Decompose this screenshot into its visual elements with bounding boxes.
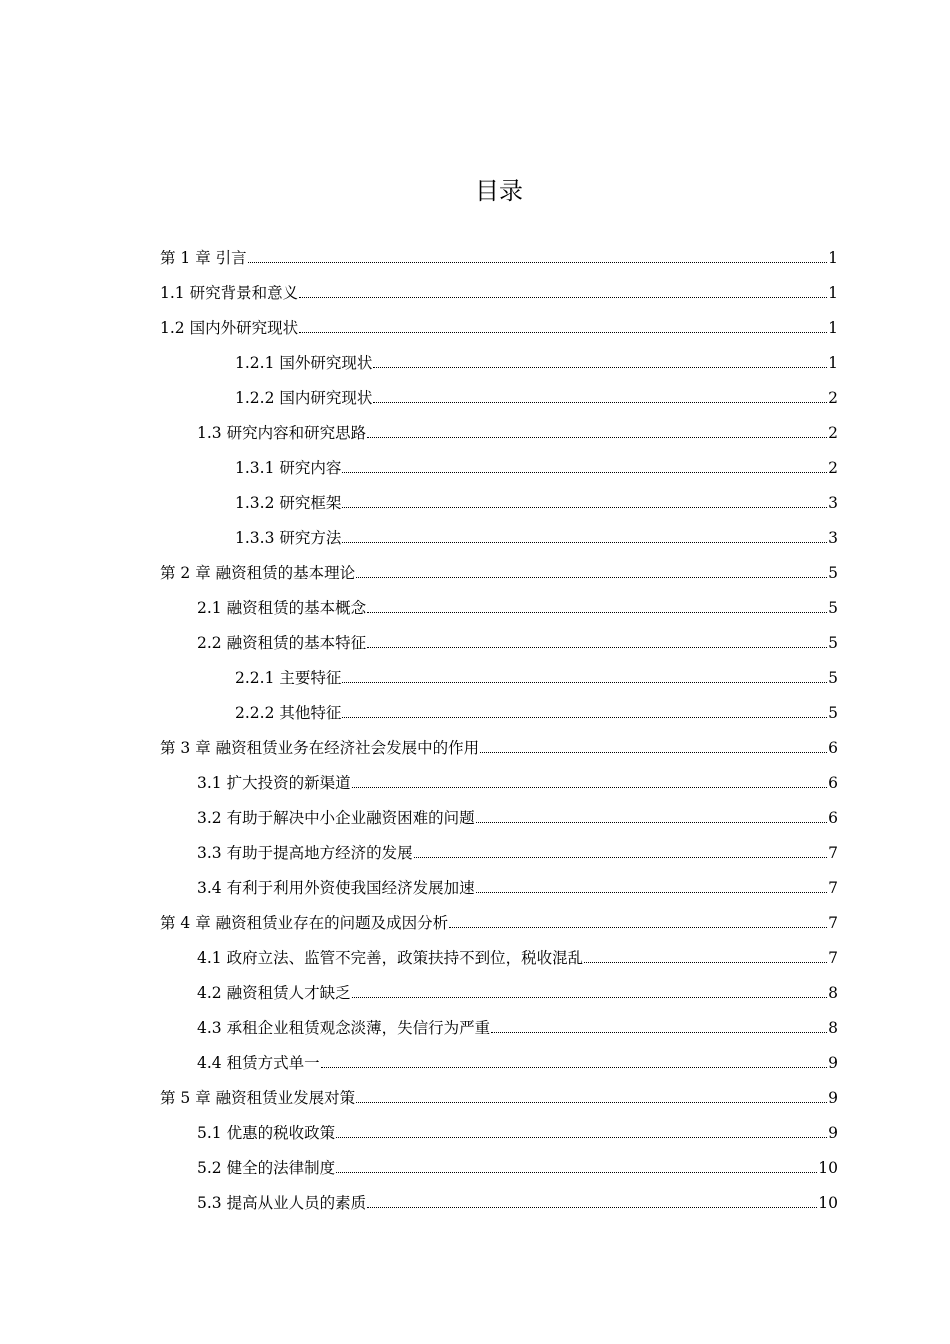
dot-leader bbox=[476, 872, 828, 893]
dot-leader bbox=[449, 907, 827, 928]
toc-entry-page-number: 5 bbox=[828, 668, 838, 687]
toc-entry-page-number: 1 bbox=[828, 283, 838, 302]
dot-leader bbox=[584, 942, 827, 963]
dot-leader bbox=[342, 662, 827, 683]
toc-entry-label: 1.3 研究内容和研究思路 bbox=[197, 423, 367, 442]
toc-entry-page-number: 7 bbox=[828, 948, 838, 967]
toc-entry-page-number: 8 bbox=[828, 983, 838, 1002]
dot-leader bbox=[352, 767, 828, 788]
toc-entry-page-number: 3 bbox=[828, 528, 838, 547]
toc-entry-page-number: 5 bbox=[828, 598, 838, 617]
toc-entry[interactable] bbox=[235, 660, 838, 695]
dot-leader bbox=[342, 487, 827, 508]
dot-leader bbox=[373, 382, 827, 403]
toc-entry-page-number: 5 bbox=[828, 703, 838, 722]
toc-entry-label: 4.3 承租企业租赁观念淡薄，失信行为严重 bbox=[197, 1018, 491, 1037]
dot-leader bbox=[367, 1187, 817, 1208]
toc-entry[interactable] bbox=[197, 415, 838, 450]
toc-entry[interactable] bbox=[160, 730, 838, 765]
toc-entry[interactable] bbox=[197, 625, 838, 660]
dot-leader bbox=[248, 242, 827, 263]
dot-leader bbox=[414, 837, 828, 858]
toc-entry[interactable] bbox=[160, 905, 838, 940]
toc-entry-label: 第 3 章 融资租赁业务在经济社会发展中的作用 bbox=[160, 738, 480, 757]
toc-entry-label: 5.3 提高从业人员的素质 bbox=[197, 1193, 367, 1212]
dot-leader bbox=[373, 347, 827, 368]
toc-entry-page-number: 1 bbox=[828, 318, 838, 337]
toc-entry-page-number: 2 bbox=[828, 458, 838, 477]
dot-leader bbox=[356, 557, 827, 578]
dot-leader bbox=[321, 1047, 828, 1068]
toc-entry-label: 5.2 健全的法律制度 bbox=[197, 1158, 336, 1177]
toc-entry[interactable] bbox=[197, 975, 838, 1010]
toc-entry[interactable] bbox=[197, 870, 838, 905]
toc-entry-page-number: 5 bbox=[828, 633, 838, 652]
dot-leader bbox=[342, 452, 827, 473]
toc-entry-page-number: 6 bbox=[828, 773, 838, 792]
toc-entry-label: 第 2 章 融资租赁的基本理论 bbox=[160, 563, 356, 582]
toc-entry-page-number: 1 bbox=[828, 248, 838, 267]
toc-entry-label: 1.3.3 研究方法 bbox=[235, 528, 342, 547]
toc-entry-label: 3.3 有助于提高地方经济的发展 bbox=[197, 843, 413, 862]
toc-entry[interactable] bbox=[160, 555, 838, 590]
toc-entry-label: 4.4 租赁方式单一 bbox=[197, 1053, 320, 1072]
toc-entry-page-number: 2 bbox=[828, 423, 838, 442]
toc-entry[interactable] bbox=[197, 835, 838, 870]
toc-entry-page-number: 6 bbox=[828, 738, 838, 757]
toc-entry[interactable] bbox=[197, 1185, 838, 1220]
toc-entry-label: 第 1 章 引言 bbox=[160, 248, 247, 267]
dot-leader bbox=[367, 417, 827, 438]
toc-entry[interactable] bbox=[160, 310, 838, 345]
dot-leader bbox=[299, 312, 827, 333]
dot-leader bbox=[342, 697, 827, 718]
toc-entry-label: 5.1 优惠的税收政策 bbox=[197, 1123, 336, 1142]
page-title: 目录 bbox=[475, 177, 523, 205]
dot-leader bbox=[336, 1117, 827, 1138]
toc-entry-label: 1.2.2 国内研究现状 bbox=[235, 388, 373, 407]
toc-entry-label: 2.2 融资租赁的基本特征 bbox=[197, 633, 367, 652]
toc-entry-page-number: 9 bbox=[828, 1123, 838, 1142]
toc-entry[interactable] bbox=[197, 1115, 838, 1150]
toc-entry-label: 4.2 融资租赁人才缺乏 bbox=[197, 983, 351, 1002]
dot-leader bbox=[356, 1082, 827, 1103]
toc-entry-label: 第 5 章 融资租赁业发展对策 bbox=[160, 1088, 356, 1107]
toc-entry[interactable] bbox=[235, 485, 838, 520]
toc-entry-label: 4.1 政府立法、监管不完善，政策扶持不到位，税收混乱 bbox=[197, 948, 584, 967]
toc-entry-label: 2.2.2 其他特征 bbox=[235, 703, 342, 722]
toc-entry[interactable] bbox=[197, 940, 838, 975]
toc-entry-page-number: 1 bbox=[828, 353, 838, 372]
toc-entry-label: 1.2.1 国外研究现状 bbox=[235, 353, 373, 372]
toc-entry[interactable] bbox=[197, 1010, 838, 1045]
dot-leader bbox=[367, 627, 827, 648]
toc-entry-label: 第 4 章 融资租赁业存在的问题及成因分析 bbox=[160, 913, 449, 932]
toc-entry-label: 3.4 有利于利用外资使我国经济发展加速 bbox=[197, 878, 475, 897]
dot-leader bbox=[299, 277, 827, 298]
toc-entry[interactable] bbox=[197, 765, 838, 800]
toc-entry[interactable] bbox=[235, 450, 838, 485]
toc-entry-page-number: 5 bbox=[828, 563, 838, 582]
toc-entry-page-number: 7 bbox=[828, 878, 838, 897]
dot-leader bbox=[476, 802, 828, 823]
toc-entry[interactable] bbox=[235, 345, 838, 380]
toc-entry-page-number: 9 bbox=[828, 1088, 838, 1107]
toc-entry-label: 1.2 国内外研究现状 bbox=[160, 318, 299, 337]
toc-entry-label: 1.3.1 研究内容 bbox=[235, 458, 342, 477]
dot-leader bbox=[480, 732, 827, 753]
dot-leader bbox=[342, 522, 827, 543]
toc-entry-label: 2.1 融资租赁的基本概念 bbox=[197, 598, 367, 617]
toc-entry[interactable] bbox=[160, 275, 838, 310]
toc-entry-page-number: 6 bbox=[828, 808, 838, 827]
toc-entry-label: 2.2.1 主要特征 bbox=[235, 668, 342, 687]
toc-entry[interactable] bbox=[197, 1045, 838, 1080]
toc-entry-label: 1.3.2 研究框架 bbox=[235, 493, 342, 512]
toc-entry-label: 1.1 研究背景和意义 bbox=[160, 283, 299, 302]
toc-entry-label: 3.2 有助于解决中小企业融资困难的问题 bbox=[197, 808, 475, 827]
toc-entry-label: 3.1 扩大投资的新渠道 bbox=[197, 773, 351, 792]
toc-entry-page-number: 7 bbox=[828, 843, 838, 862]
toc-entry-page-number: 3 bbox=[828, 493, 838, 512]
dot-leader bbox=[352, 977, 828, 998]
toc-entry-page-number: 9 bbox=[828, 1053, 838, 1072]
toc-entry[interactable] bbox=[160, 1080, 838, 1115]
toc-entry[interactable] bbox=[197, 800, 838, 835]
toc-entry[interactable] bbox=[197, 1150, 838, 1185]
dot-leader bbox=[336, 1152, 817, 1173]
toc-entry-page-number: 8 bbox=[828, 1018, 838, 1037]
toc-entry-page-number: 10 bbox=[818, 1158, 838, 1177]
toc-entry[interactable] bbox=[235, 695, 838, 730]
toc-entry[interactable] bbox=[235, 520, 838, 555]
toc-entry[interactable] bbox=[160, 240, 838, 275]
toc-entry-page-number: 10 bbox=[818, 1193, 838, 1212]
toc-entry-page-number: 7 bbox=[828, 913, 838, 932]
toc-entry[interactable] bbox=[197, 590, 838, 625]
dot-leader bbox=[367, 592, 827, 613]
toc-entry-page-number: 2 bbox=[828, 388, 838, 407]
toc-entry[interactable] bbox=[235, 380, 838, 415]
dot-leader bbox=[491, 1012, 827, 1033]
